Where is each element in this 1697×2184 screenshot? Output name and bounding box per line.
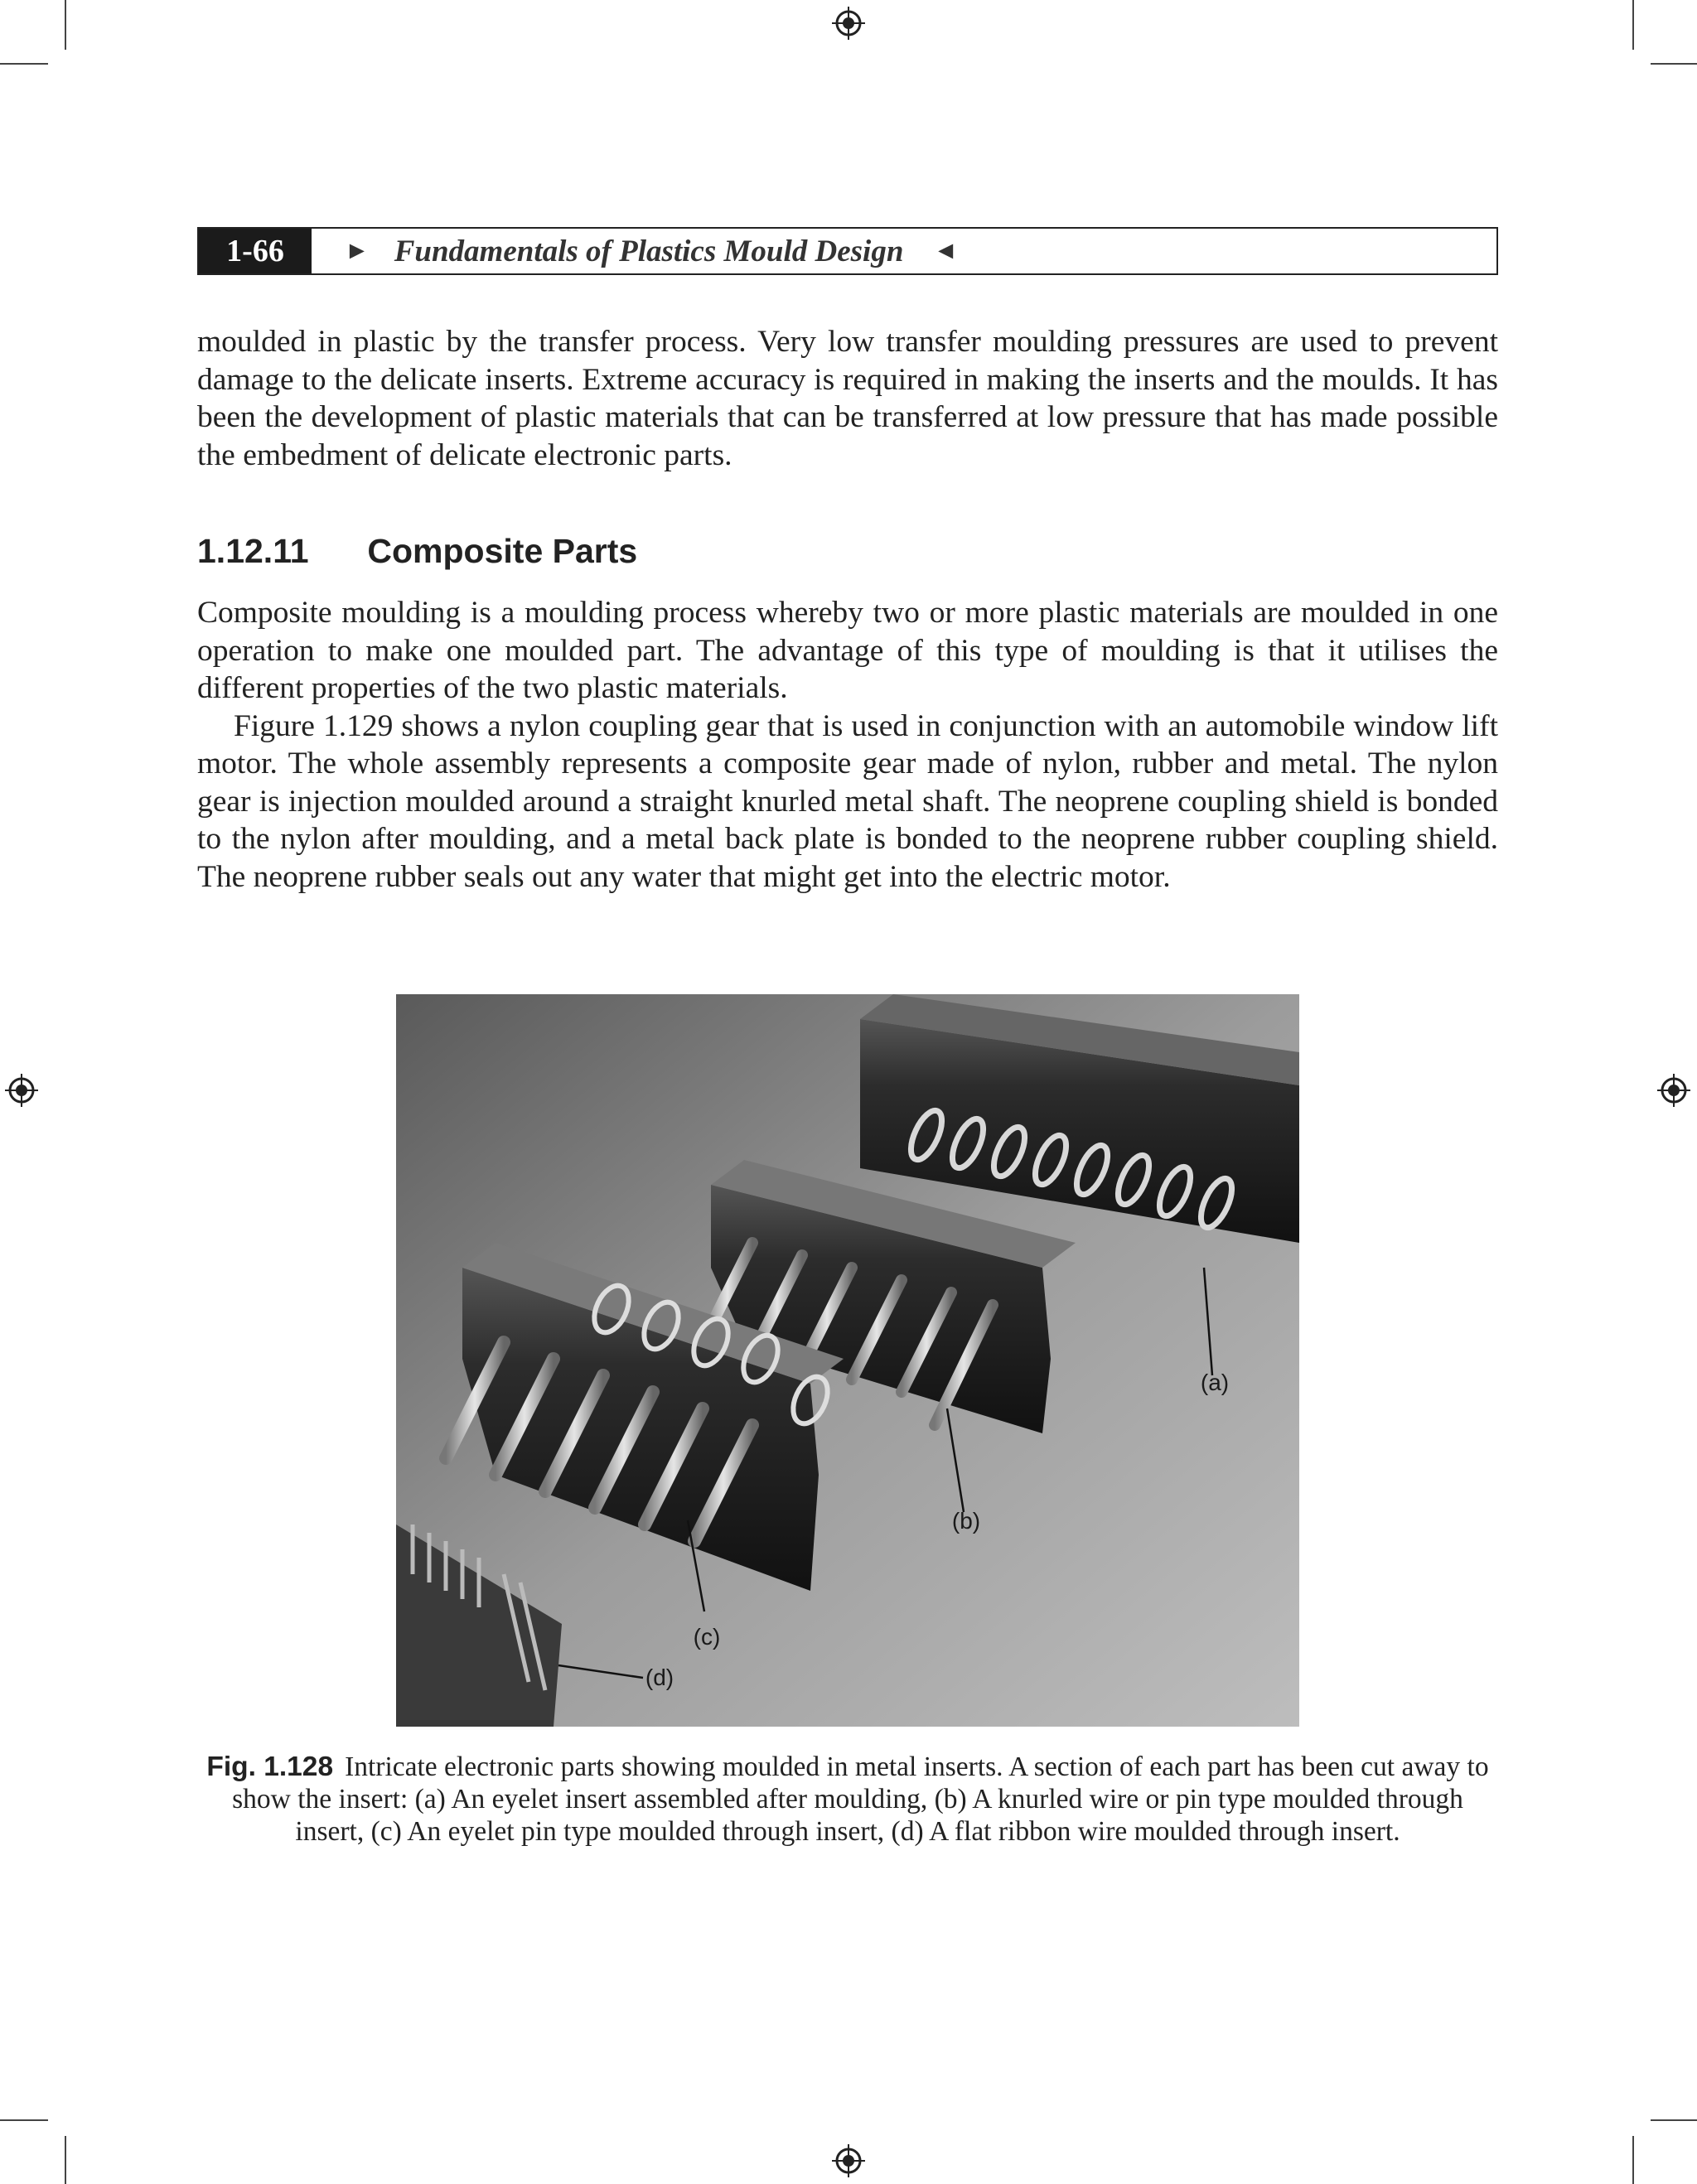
crop-mark	[1632, 2136, 1634, 2184]
crop-mark	[1651, 63, 1697, 65]
label-b: (b)	[951, 1508, 981, 1534]
figure-photo	[396, 994, 1299, 1727]
left-triangle-icon: ◄	[933, 237, 959, 264]
caption-text: Intricate electronic parts showing moulded in metal inserts. A section of each part has been cut away to show the insert: (a) An eyelet insert assembled after moulding, (b) A knurled wire or pin type moulded through insert, (c) An eyelet pin type moulded through insert, (d) A flat ribbon wire moulded through insert.	[232, 1752, 1489, 1847]
book-title-text: Fundamentals of Plastics Mould Design	[394, 234, 904, 268]
right-triangle-icon: ►	[345, 237, 370, 264]
crop-mark	[65, 2136, 66, 2184]
figure-caption	[197, 1751, 1498, 1848]
section-body	[197, 594, 1498, 896]
crop-mark	[0, 63, 48, 65]
crop-mark	[65, 0, 66, 50]
caption-label: Fig. 1.128	[206, 1752, 334, 1782]
crop-mark	[0, 2119, 48, 2121]
label-d: (d)	[645, 1665, 674, 1690]
section-heading	[197, 532, 637, 571]
page-number: 1-66	[199, 229, 312, 273]
paragraph: Figure 1.129 shows a nylon coupling gear that is used in conjunction with an automobile window lift motor. The whole assembly represents a composite gear made of nylon, rubber and metal. The nylon gear is injection moulded around a straight knurled metal shaft. The neoprene coupling shield is bonded to the nylon after moulding, and a metal back plate is bonded to the neoprene rubber coupling shield. The neoprene rubber seals out any water that might get into the electric motor.	[197, 708, 1498, 894]
book-title	[345, 234, 958, 269]
electronic-parts-illustration	[396, 994, 1299, 1727]
section-number: 1.12.11	[197, 532, 309, 570]
paragraph: Composite moulding is a moulding process whereby two or more plastic materials are moulded in one operation to make one moulded part. The advantage of this type of moulding is that it utilises the different properties of the two plastic materials.	[197, 596, 1498, 705]
running-header	[197, 227, 1498, 275]
label-a: (a)	[1200, 1370, 1230, 1395]
crop-mark	[1632, 0, 1634, 50]
registration-mark-icon	[830, 5, 867, 41]
registration-mark-icon	[830, 2143, 867, 2179]
registration-mark-icon	[3, 1072, 40, 1109]
section-title: Composite Parts	[367, 532, 638, 570]
registration-mark-icon	[1656, 1072, 1692, 1109]
crop-mark	[1651, 2119, 1697, 2121]
paragraph: moulded in plastic by the transfer process. Very low transfer moulding pressures are used to prevent damage to the delicate inserts. Extreme accuracy is required in making the inserts and the moulds. It has been the development of plastic materials that can be transferred at low pressure that has made possible the embedment of delicate electronic parts.	[197, 325, 1498, 472]
label-c: (c)	[693, 1624, 721, 1650]
continued-text	[197, 323, 1498, 474]
